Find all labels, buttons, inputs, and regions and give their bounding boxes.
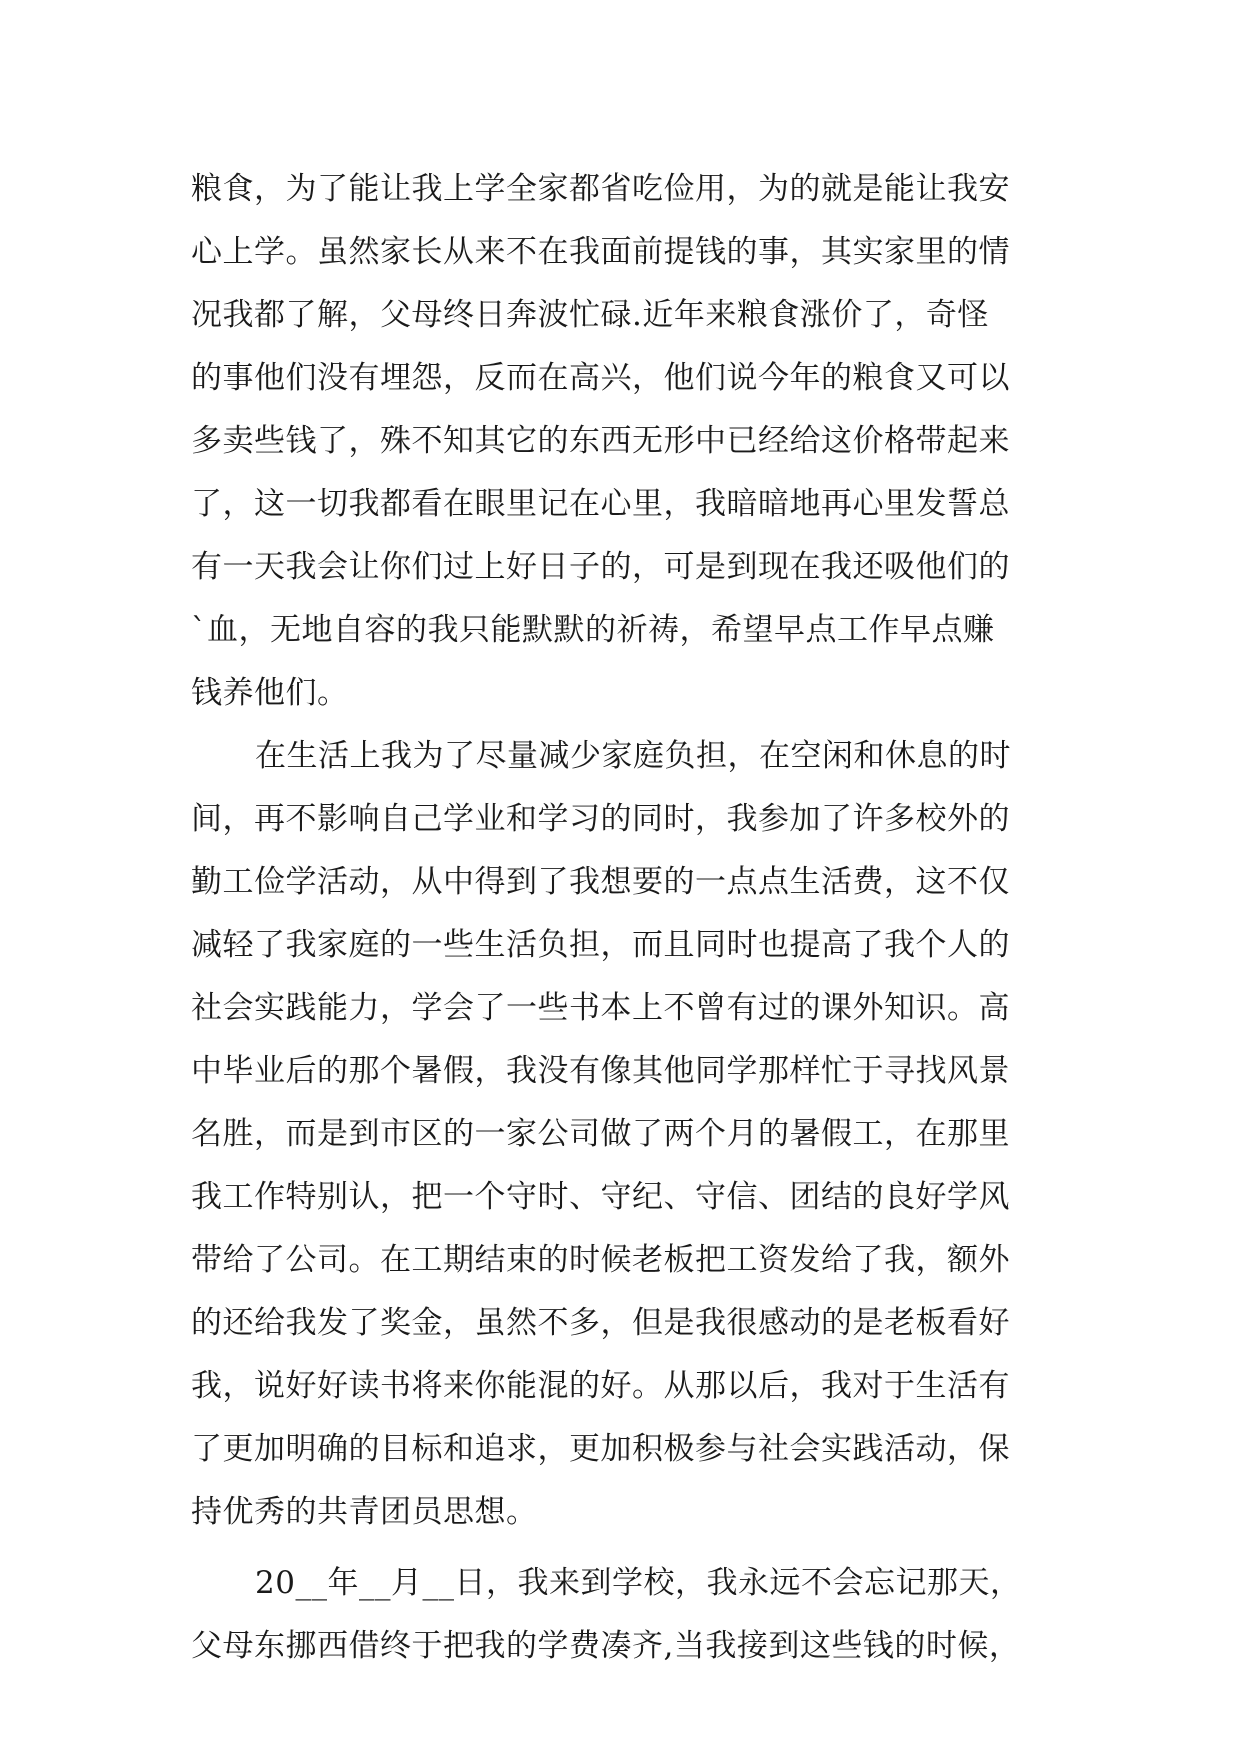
text-line: 社会实践能力，学会了一些书本上不曾有过的课外知识。高 — [191, 990, 1010, 1026]
text-line: 况我都了解，父母终日奔波忙碌.近年来粮食涨价了，奇怪 — [191, 297, 989, 333]
text-line: 勤工俭学活动，从中得到了我想要的一点点生活费，这不仅 — [191, 864, 1010, 900]
text-line: 的还给我发了奖金，虽然不多，但是我很感动的是老板看好 — [191, 1305, 1010, 1341]
text-line: 粮食，为了能让我上学全家都省吃俭用，为的就是能让我安 — [191, 171, 1010, 207]
text-line: 的事他们没有埋怨，反而在高兴，他们说今年的粮食又可以 — [191, 360, 1010, 396]
text-line: 在生活上我为了尽量减少家庭负担，在空闲和休息的时 — [255, 738, 1011, 774]
paragraph-1 — [191, 158, 1071, 725]
paragraph-2 — [191, 725, 1071, 1544]
text-line: 20__年__月__日，我来到学校，我永远不会忘记那天， — [255, 1565, 1022, 1601]
text-line: 父母东挪西借终于把我的学费凑齐,当我接到这些钱的时候， — [191, 1628, 1021, 1664]
text-line: 带给了公司。在工期结束的时候老板把工资发给了我，额外 — [191, 1242, 1010, 1278]
text-line: 钱养他们。 — [191, 675, 349, 711]
text-line: 名胜，而是到市区的一家公司做了两个月的暑假工，在那里 — [191, 1116, 1010, 1152]
text-line: 中毕业后的那个暑假，我没有像其他同学那样忙于寻找风景 — [191, 1053, 1010, 1089]
text-line: 了更加明确的目标和追求，更加积极参与社会实践活动，保 — [191, 1431, 1010, 1467]
text-line: 持优秀的共青团员思想。 — [191, 1494, 538, 1530]
body-text — [191, 158, 1071, 1678]
text-line: 了，这一切我都看在眼里记在心里，我暗暗地再心里发誓总 — [191, 486, 1010, 522]
paragraph-3 — [191, 1552, 1071, 1678]
text-line: 我工作特别认，把一个守时、守纪、守信、团结的良好学风 — [191, 1179, 1010, 1215]
text-line: 多卖些钱了，殊不知其它的东西无形中已经给这价格带起来 — [191, 423, 1010, 459]
text-line: 减轻了我家庭的一些生活负担，而且同时也提高了我个人的 — [191, 927, 1010, 963]
text-line: 有一天我会让你们过上好日子的，可是到现在我还吸他们的 — [191, 549, 1010, 585]
text-line: 间，再不影响自己学业和学习的同时，我参加了许多校外的 — [191, 801, 1010, 837]
text-line: 心上学。虽然家长从来不在我面前提钱的事，其实家里的情 — [191, 234, 1010, 270]
text-line: 我，说好好读书将来你能混的好。从那以后，我对于生活有 — [191, 1368, 1010, 1404]
text-line: `血，无地自容的我只能默默的祈祷，希望早点工作早点赚 — [191, 612, 995, 648]
